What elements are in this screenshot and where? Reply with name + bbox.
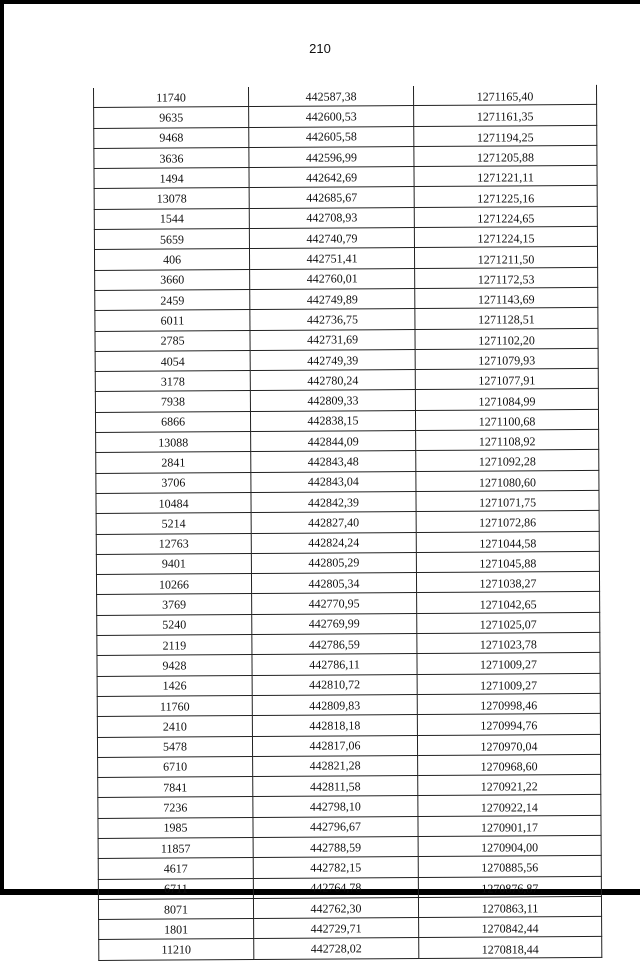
point-id-cell: 2459: [95, 290, 250, 311]
x-coordinate-cell: 442751,41: [249, 248, 414, 269]
y-coordinate-cell: 1271009,27: [417, 673, 600, 694]
table-row: [97, 612, 600, 635]
point-id-cell: 6710: [98, 756, 253, 777]
x-coordinate-cell: 442843,04: [251, 471, 416, 492]
x-coordinate-cell: 442782,15: [253, 857, 418, 878]
table-row: [98, 896, 601, 919]
table-row: [94, 125, 597, 148]
table-row: [94, 247, 597, 270]
x-coordinate-cell: 442749,89: [250, 289, 415, 310]
y-coordinate-cell: 1271045,88: [416, 551, 599, 572]
y-coordinate-cell: 1271194,25: [414, 125, 597, 146]
y-coordinate-cell: 1270968,60: [418, 754, 601, 775]
table-row: [95, 267, 598, 290]
y-coordinate-cell: 1271084,99: [415, 389, 598, 410]
table-row: [96, 531, 599, 554]
table-row: [98, 754, 601, 777]
table-row: [94, 145, 597, 168]
table-row: [96, 572, 599, 595]
x-coordinate-cell: 442805,34: [251, 573, 416, 594]
y-coordinate-cell: 1271221,11: [414, 166, 597, 187]
point-id-cell: 3769: [97, 594, 252, 615]
point-id-cell: 9428: [97, 655, 252, 676]
y-coordinate-cell: 1270885,56: [418, 856, 601, 877]
x-coordinate-cell: 442818,18: [252, 715, 417, 736]
table-row: [96, 511, 599, 534]
x-coordinate-cell: 442843,48: [251, 451, 416, 472]
table-row: [94, 105, 597, 128]
point-id-cell: 7841: [98, 777, 253, 798]
table-row: [94, 206, 597, 229]
y-coordinate-cell: 1271172,53: [415, 267, 598, 288]
table-row: [95, 328, 598, 351]
table-row: [98, 876, 601, 899]
table-row: [98, 775, 601, 798]
y-coordinate-cell: 1270994,76: [417, 714, 600, 735]
x-coordinate-cell: 442770,95: [252, 593, 417, 614]
point-id-cell: 2119: [97, 635, 252, 656]
y-coordinate-cell: 1271211,50: [414, 247, 597, 268]
point-id-cell: 8071: [98, 898, 253, 919]
point-id-cell: 3706: [96, 472, 251, 493]
y-coordinate-cell: 1270876,87: [418, 876, 601, 897]
y-coordinate-cell: 1270970,04: [417, 734, 600, 755]
table-row: [95, 369, 598, 392]
table-row: [98, 795, 601, 818]
point-id-cell: 7236: [98, 797, 253, 818]
y-coordinate-cell: 1271224,15: [414, 226, 597, 247]
x-coordinate-cell: 442760,01: [250, 268, 415, 289]
table-row: [97, 673, 600, 696]
x-coordinate-cell: 442810,72: [252, 674, 417, 695]
y-coordinate-cell: 1270904,00: [418, 835, 601, 856]
x-coordinate-cell: 442805,29: [251, 552, 416, 573]
x-coordinate-cell: 442764,78: [253, 877, 418, 898]
y-coordinate-cell: 1271077,91: [415, 369, 598, 390]
point-id-cell: 9401: [96, 553, 251, 574]
y-coordinate-cell: 1271128,51: [415, 308, 598, 329]
x-coordinate-cell: 442821,28: [253, 755, 418, 776]
y-coordinate-cell: 1271009,27: [417, 653, 600, 674]
point-id-cell: 11760: [97, 695, 252, 716]
x-coordinate-cell: 442642,69: [249, 167, 414, 188]
coordinates-table: [93, 85, 602, 961]
table-row: [95, 409, 598, 432]
x-coordinate-cell: 442844,09: [251, 431, 416, 452]
x-coordinate-cell: 442736,75: [250, 309, 415, 330]
table-row: [97, 693, 600, 716]
point-id-cell: 1801: [99, 919, 254, 940]
point-id-cell: 9635: [94, 107, 249, 128]
point-id-cell: 13078: [94, 188, 249, 209]
table-row: [96, 551, 599, 574]
x-coordinate-cell: 442728,02: [254, 938, 419, 959]
point-id-cell: 1494: [94, 168, 249, 189]
y-coordinate-cell: 1271042,65: [417, 592, 600, 613]
table-row: [97, 734, 600, 757]
coordinates-table-container: [93, 85, 600, 961]
point-id-cell: 406: [94, 249, 249, 270]
y-coordinate-cell: 1270921,22: [418, 775, 601, 796]
x-coordinate-cell: 442788,59: [253, 837, 418, 858]
x-coordinate-cell: 442596,99: [249, 146, 414, 167]
y-coordinate-cell: 1270818,44: [419, 937, 602, 958]
point-id-cell: 10266: [96, 574, 251, 595]
table-row: [97, 632, 600, 655]
point-id-cell: 1426: [97, 675, 252, 696]
table-row: [98, 835, 601, 858]
x-coordinate-cell: 442762,30: [253, 897, 418, 918]
y-coordinate-cell: 1270922,14: [418, 795, 601, 816]
y-coordinate-cell: 1271225,16: [414, 186, 597, 207]
x-coordinate-cell: 442685,67: [249, 187, 414, 208]
y-coordinate-cell: 1271025,07: [417, 612, 600, 633]
y-coordinate-cell: 1271108,92: [416, 429, 599, 450]
table-row: [94, 186, 597, 209]
x-coordinate-cell: 442796,67: [253, 816, 418, 837]
x-coordinate-cell: 442780,24: [250, 370, 415, 391]
table-row: [95, 308, 598, 331]
point-id-cell: 6011: [95, 310, 250, 331]
table-row: [94, 226, 597, 249]
y-coordinate-cell: 1271071,75: [416, 490, 599, 511]
scan-border-left: [0, 0, 4, 895]
y-coordinate-cell: 1271080,60: [416, 470, 599, 491]
point-id-cell: 5659: [94, 229, 249, 250]
table-row: [95, 389, 598, 412]
x-coordinate-cell: 442786,59: [252, 634, 417, 655]
table-row: [98, 815, 601, 838]
table-row: [99, 917, 602, 940]
table-row: [96, 429, 599, 452]
point-id-cell: 5214: [96, 513, 251, 534]
table-row: [95, 348, 598, 371]
x-coordinate-cell: 442842,39: [251, 491, 416, 512]
x-coordinate-cell: 442731,69: [250, 329, 415, 350]
y-coordinate-cell: 1271102,20: [415, 328, 598, 349]
point-id-cell: 5240: [97, 614, 252, 635]
x-coordinate-cell: 442769,99: [252, 613, 417, 634]
y-coordinate-cell: 1271079,93: [415, 348, 598, 369]
x-coordinate-cell: 442749,39: [250, 349, 415, 370]
point-id-cell: 1985: [98, 817, 253, 838]
table-row: [96, 450, 599, 473]
table-row: [96, 490, 599, 513]
point-id-cell: 4054: [95, 350, 250, 371]
point-id-cell: 6711: [98, 878, 253, 899]
x-coordinate-cell: 442740,79: [249, 228, 414, 249]
x-coordinate-cell: 442817,06: [252, 735, 417, 756]
point-id-cell: 13088: [96, 432, 251, 453]
point-id-cell: 3636: [94, 147, 249, 168]
point-id-cell: 1544: [94, 208, 249, 229]
point-id-cell: 2841: [96, 452, 251, 473]
scan-border-top: [0, 0, 640, 4]
x-coordinate-cell: 442587,38: [248, 86, 413, 107]
y-coordinate-cell: 1271165,40: [413, 85, 596, 106]
x-coordinate-cell: 442798,10: [253, 796, 418, 817]
y-coordinate-cell: 1271023,78: [417, 632, 600, 653]
x-coordinate-cell: 442811,58: [253, 776, 418, 797]
table-row: [94, 166, 597, 189]
point-id-cell: 11857: [98, 838, 253, 859]
y-coordinate-cell: 1271161,35: [414, 105, 597, 126]
table-row: [99, 937, 602, 960]
x-coordinate-cell: 442827,40: [251, 512, 416, 533]
y-coordinate-cell: 1271224,65: [414, 206, 597, 227]
point-id-cell: 2785: [95, 330, 250, 351]
point-id-cell: 11210: [99, 939, 254, 960]
y-coordinate-cell: 1270842,44: [419, 917, 602, 938]
x-coordinate-cell: 442824,24: [251, 532, 416, 553]
table-row: [97, 714, 600, 737]
y-coordinate-cell: 1271038,27: [416, 572, 599, 593]
point-id-cell: 3660: [95, 269, 250, 290]
table-row: [93, 85, 596, 108]
table-row: [95, 287, 598, 310]
x-coordinate-cell: 442605,58: [249, 126, 414, 147]
x-coordinate-cell: 442786,11: [252, 654, 417, 675]
point-id-cell: 3178: [95, 371, 250, 392]
table-row: [97, 653, 600, 676]
point-id-cell: 11740: [93, 87, 248, 108]
x-coordinate-cell: 442809,33: [250, 390, 415, 411]
y-coordinate-cell: 1271205,88: [414, 145, 597, 166]
table-row: [98, 856, 601, 879]
page-number: 210: [309, 41, 331, 56]
table-row: [96, 470, 599, 493]
point-id-cell: 12763: [96, 533, 251, 554]
y-coordinate-cell: 1271100,68: [415, 409, 598, 430]
y-coordinate-cell: 1270901,17: [418, 815, 601, 836]
point-id-cell: 2410: [97, 716, 252, 737]
x-coordinate-cell: 442809,83: [252, 694, 417, 715]
y-coordinate-cell: 1271072,86: [416, 511, 599, 532]
x-coordinate-cell: 442729,71: [254, 918, 419, 939]
point-id-cell: 4617: [98, 858, 253, 879]
y-coordinate-cell: 1270863,11: [418, 896, 601, 917]
table-row: [97, 592, 600, 615]
point-id-cell: 7938: [95, 391, 250, 412]
point-id-cell: 6866: [95, 411, 250, 432]
y-coordinate-cell: 1271092,28: [416, 450, 599, 471]
x-coordinate-cell: 442600,53: [249, 106, 414, 127]
point-id-cell: 10484: [96, 492, 251, 513]
y-coordinate-cell: 1270998,46: [417, 693, 600, 714]
y-coordinate-cell: 1271044,58: [416, 531, 599, 552]
x-coordinate-cell: 442838,15: [250, 410, 415, 431]
coordinates-table-body: [93, 85, 601, 960]
point-id-cell: 9468: [94, 127, 249, 148]
x-coordinate-cell: 442708,93: [249, 207, 414, 228]
y-coordinate-cell: 1271143,69: [415, 287, 598, 308]
point-id-cell: 5478: [97, 736, 252, 757]
